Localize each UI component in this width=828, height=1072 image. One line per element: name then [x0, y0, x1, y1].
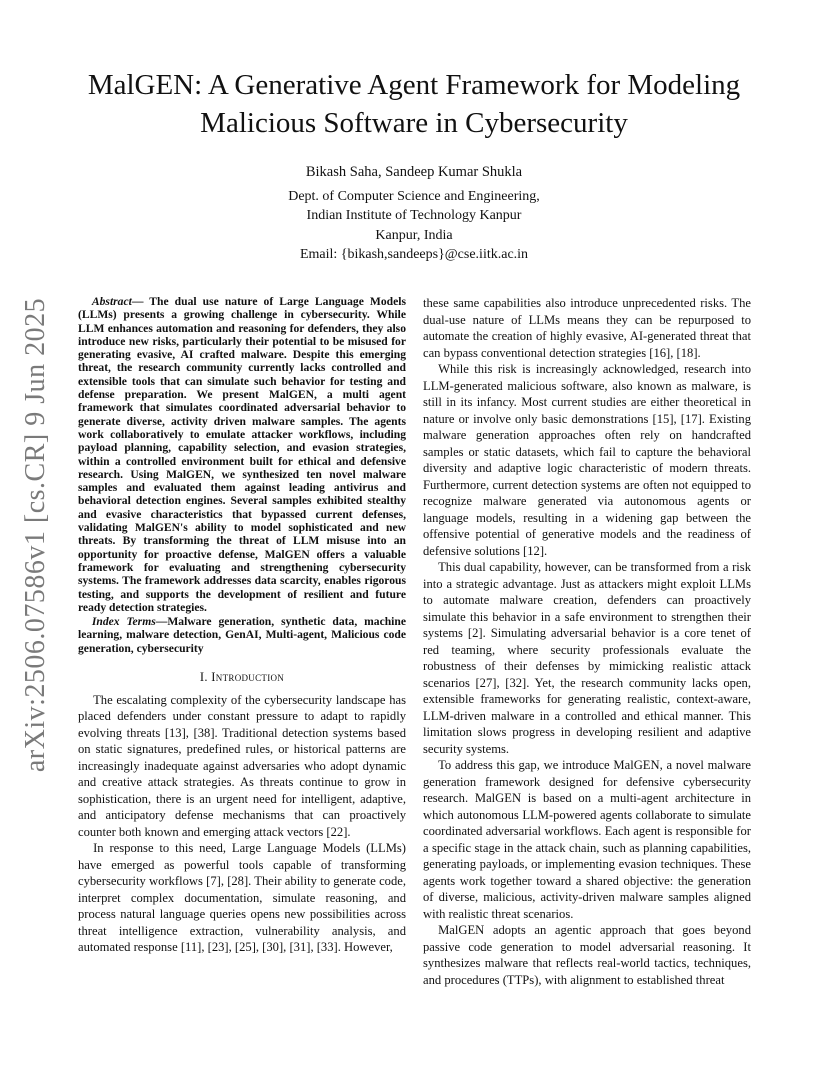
body-paragraph: While this risk is increasingly acknowledged, research into LLM-generated malicious software, also known as malware, is still in its infancy. Most current studies are either theoretical in nature or involve only basic demonstrations [15], [17]. Existing malware generation approaches often rely on handcrafted samples or static datasets, which fail to capture the behavioral diversity and adaptive logic characteristic of modern threats. Furthermore, current detection systems are often not equipped to recognize malware generated via autonomous agents or language models, resulting in a widening gap between the offensive potential of generative models and the readiness of defensive solutions [12].	[423, 362, 751, 558]
body-paragraph: This dual capability, however, can be transformed from a risk into a strategic advantage. Just as attackers might exploit LLMs to automate malware creation, defenders can proactively simulate this behavior in a safe environment to strengthen their systems [2]. Simulating adversarial behavior is a core tenet of red teaming, where security professionals evaluate the robustness of their defenses by mimicking realistic attack scenarios [27], [32]. Yet, the research community lacks open, extensible frameworks for generating realistic, context-aware, LLM-driven malware in a controlled and ethical manner. This limitation slows progress in developing resilient and adaptive security systems.	[423, 560, 751, 756]
right-column	[423, 295, 751, 988]
paper-title: MalGEN: A Generative Agent Framework for Modeling Malicious Software in Cybersecurity	[87, 69, 741, 139]
abstract	[78, 295, 406, 614]
section-name: Introduction	[211, 670, 285, 685]
section-heading-introduction	[78, 669, 406, 686]
author-names: Bikash Saha, Sandeep Kumar Shukla	[305, 164, 523, 180]
body-paragraph: To address this gap, we introduce MalGEN, a novel malware generation framework designed for defensive cybersecurity research. MalGEN is based on a multi-agent architecture in which autonomous LLM-powered agents collaborate to simulate coordinated adversarial workflows. Each agent is responsible for a specific stage in the attack chain, such as planning capabilities, generating payloads, or implementing evasion techniques. These agents work together toward a shared objective: the generation of diverse, malicious, activity-driven malware samples aligned with realistic threat scenarios.	[423, 758, 751, 921]
body-paragraph: MalGEN adopts an agentic approach that goes beyond passive code generation to model adversarial reasoning. It synthesizes malware that reflects real-world tactics, techniques, and procedures (TTPs), with alignment to established threat	[423, 923, 751, 987]
body-paragraph: these same capabilities also introduce unprecedented risks. The dual-use nature of LLMs means they can be repurposed to automate the creation of highly evasive, AI-generated threat that can bypass conventional detection strategies [16], [18].	[423, 296, 751, 360]
author-institute: Indian Institute of Technology Kanpur	[306, 208, 522, 223]
intro-paragraph: In response to this need, Large Language Models (LLMs) have emerged as powerful tools capable of transforming cybersecurity workflows [7], [28]. Their ability to generate code, interpret complex documentation, simulate reasoning, and process natural language queries opens new possibilities across threat intelligence extraction, vulnerability analysis, and automated response [11], [23], [25], [30], [31], [33]. However,	[78, 841, 406, 955]
author-location: Kanpur, India	[375, 227, 453, 243]
index-terms	[78, 615, 406, 655]
abstract-lead: Abstract	[91, 295, 132, 308]
author-department: Dept. of Computer Science and Engineering,	[288, 188, 540, 204]
intro-paragraph: The escalating complexity of the cybersecurity landscape has placed defenders under constant pressure to adapt to rapidly evolving threats [13], [38]. Traditional detection systems based on static signatures, predefined rules, or historical patterns are increasingly inadequate against adversaries who adopt dynamic and creative attack strategies. As threats continue to grow in sophistication, there is an urgent need for intelligent, adaptive, and anticipatory defense mechanisms that can proactively counter both known and emerging attack vectors [22].	[78, 692, 406, 839]
arxiv-identifier-text: arXiv:2506.07586v1 [cs.CR] 9 Jun 2025	[20, 297, 51, 773]
arxiv-identifier	[8, 297, 64, 773]
section-number: I.	[199, 670, 212, 685]
author-email: Email: {bikash,sandeeps}@cse.iitk.ac.in	[299, 247, 529, 262]
index-terms-lead: Index Terms	[91, 615, 156, 629]
index-terms-text: —Malware generation, synthetic data, machine learning, malware detection, GenAI, Multi-agent, Malicious code generation, cybersecurity	[78, 615, 406, 655]
author-block	[100, 163, 728, 265]
abstract-text: — The dual use nature of Large Language Models (LLMs) presents a growing challenge in cybersecurity. While LLM enhances automation and reasoning for defenders, they also introduce new risks, particularly their potential to be misused for generating evasive, AI crafted malware. Despite this emerging threat, the research community currently lacks controlled and extensible tools that can simulate such behavior for testing and defense preparation. We present MalGEN, a multi agent framework that simulates coordinated adversarial behavior to generate diverse, activity driven malware samples. The agents work collaboratively to emulate attacker workflows, including payload planning, capability selection, and evasion strategies, within a controlled environment built for ethical and defensive research. Using MalGEN, we synthesized ten novel malware samples and evaluated them against leading antivirus and behavioral detection engines. Several samples exhibited stealthy and evasive characteristics that bypassed current defenses, validating MalGEN's ability to model sophisticated and new threats. By transforming the threat of LLM misuse into an opportunity for proactive defense, MalGEN offers a valuable framework for evaluating and strengthening cybersecurity systems. The framework addresses data scarcity, enables rigorous testing, and supports the development of resilient and future ready detection strategies.	[78, 295, 406, 614]
left-column	[78, 295, 406, 956]
